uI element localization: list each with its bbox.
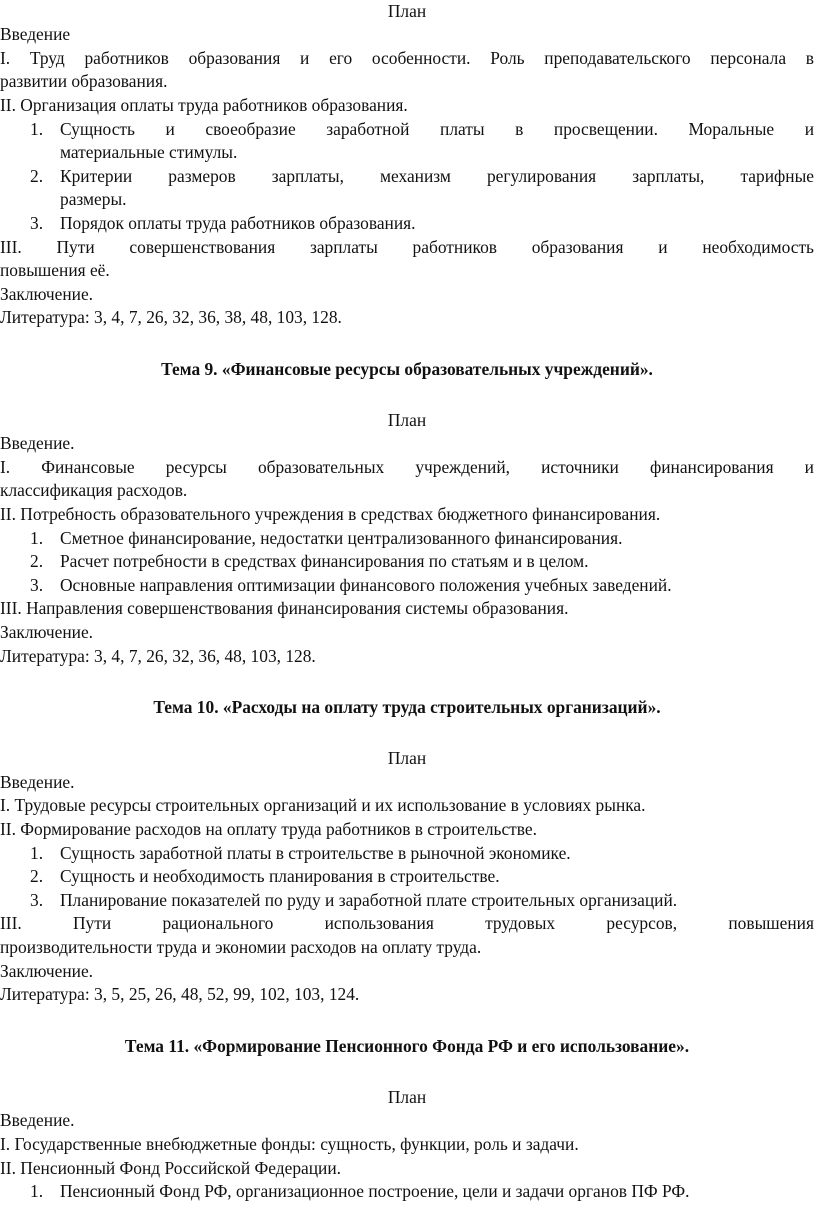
section-2-line: II. Потребность образовательного учреждения в средствах бюджетного финансирования. (0, 504, 661, 524)
intro-line: Введение. (0, 433, 75, 453)
list-number: 3. (30, 213, 44, 233)
section-1-line: I. Труд работников образования и его особенности. Роль преподавательского персонала в (0, 48, 814, 68)
list-number: 1. (30, 528, 44, 548)
literature-line: Литература: 3, 5, 25, 26, 48, 52, 99, 102, 103, 124. (0, 984, 360, 1004)
list-item-text: Расчет потребности в средствах финансирования по статьям и в целом. (60, 551, 589, 571)
section-1-line: I. Трудовые ресурсы строительных организаций и их использование в условиях рынка. (0, 795, 646, 815)
section-3-line: III. Пути совершенствования зарплаты работников образования и необходимость (0, 237, 814, 257)
section-1-line: I. Государственные внебюджетные фонды: сущность, функции, роль и задачи. (0, 1134, 579, 1154)
list-item-text: размеры. (60, 189, 127, 209)
section-1-line: развитии образования. (0, 71, 168, 91)
list-item-text: Основные направления оптимизации финансового положения учебных заведений. (60, 575, 672, 595)
plan-heading: План (387, 748, 427, 768)
list-item-text: Порядок оплаты труда работников образования. (60, 213, 416, 233)
topic-title: Тема 10. «Расходы на оплату труда строительных организаций». (153, 697, 661, 717)
section-2-line: II. Организация оплаты труда работников образования. (0, 95, 408, 115)
plan-heading: План (387, 410, 427, 430)
list-item-text: Сущность заработной платы в строительстве в рыночной экономике. (60, 843, 571, 863)
plan-heading: План (387, 1, 427, 21)
list-number: 2. (30, 551, 44, 571)
list-number: 3. (30, 890, 44, 910)
list-number: 1. (30, 1181, 44, 1201)
section-2-line: II. Пенсионный Фонд Российской Федерации. (0, 1158, 342, 1178)
conclusion-line: Заключение. (0, 622, 94, 642)
topic-title: Тема 9. «Финансовые ресурсы образовательных учреждений». (161, 359, 653, 379)
literature-line: Литература: 3, 4, 7, 26, 32, 36, 38, 48, 103, 128. (0, 307, 342, 327)
section-3-line: производительности труда и экономии расходов на оплату труда. (0, 937, 482, 957)
section-3-line: повышения её. (0, 260, 110, 280)
list-number: 3. (30, 575, 44, 595)
section-1-line: I. Финансовые ресурсы образовательных учреждений, источники финансирования и (0, 457, 814, 477)
topic-title: Тема 11. «Формирование Пенсионного Фонда РФ и его использование». (124, 1036, 690, 1056)
intro-line: Введение. (0, 772, 75, 792)
conclusion-line: Заключение. (0, 284, 94, 304)
list-item-text: Пенсионный Фонд РФ, организационное построение, цели и задачи органов ПФ РФ. (60, 1181, 690, 1201)
list-item-text: материальные стимулы. (60, 142, 238, 162)
section-1-line: классификация расходов. (0, 480, 188, 500)
list-item-text: Планирование показателей по руду и заработной плате строительных организаций. (60, 890, 678, 910)
literature-line: Литература: 3, 4, 7, 26, 32, 36, 48, 103, 128. (0, 646, 316, 666)
section-3-line: III. Направления совершенствования финансирования системы образования. (0, 598, 569, 618)
list-number: 1. (30, 119, 44, 139)
section-2-line: II. Формирование расходов на оплату труда работников в строительстве. (0, 819, 537, 839)
list-item-text: Сущность и необходимость планирования в строительстве. (60, 866, 500, 886)
intro-line: Введение (0, 24, 71, 44)
list-number: 2. (30, 166, 44, 186)
list-number: 2. (30, 866, 44, 886)
intro-line: Введение. (0, 1110, 75, 1130)
section-3-line: III. Пути рационального использования трудовых ресурсов, повышения (0, 913, 814, 933)
list-item-text: Критерии размеров зарплаты, механизм регулирования зарплаты, тарифные (60, 166, 814, 186)
plan-heading: План (387, 1087, 427, 1107)
conclusion-line: Заключение. (0, 961, 94, 981)
list-item-text: Сметное финансирование, недостатки централизованного финансирования. (60, 528, 623, 548)
list-item-text: Сущность и своеобразие заработной платы в просвещении. Моральные и (60, 119, 814, 139)
list-number: 1. (30, 843, 44, 863)
